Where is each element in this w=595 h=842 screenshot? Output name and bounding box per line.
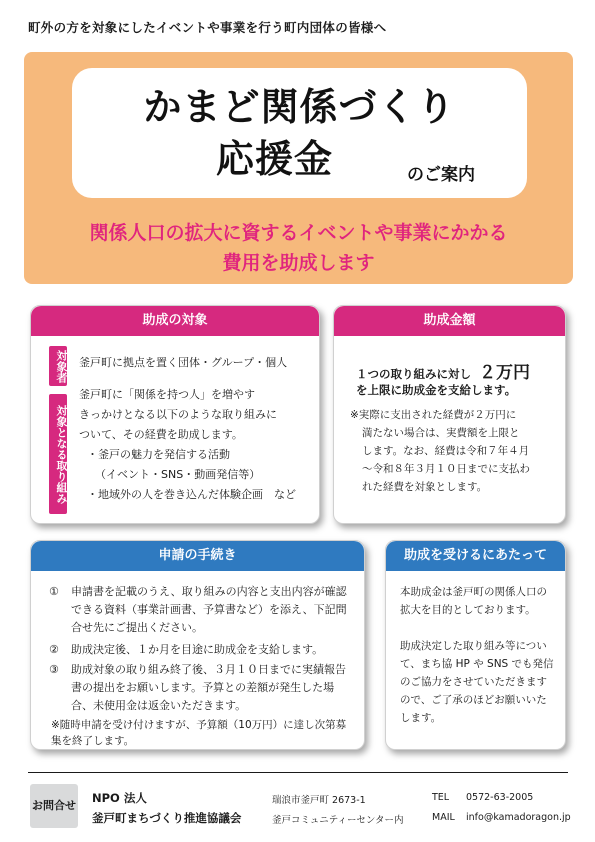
amount-note-line: れた経費を対象とします。 — [362, 481, 488, 493]
conditions-card — [385, 540, 566, 750]
subtitle-line2: 費用を助成します — [222, 252, 375, 274]
step-text: 助成決定後、１か月を目途に助成金を支給します。 — [71, 643, 324, 656]
target-bullet-1: ・釜戸の魅力を発信する活動 — [87, 448, 230, 461]
amount-note — [350, 406, 555, 496]
apply-step — [49, 641, 354, 659]
target-who: 釜戸町に拠点を置く団体・グループ・個人 — [79, 356, 288, 369]
step-number: ① — [49, 585, 59, 598]
amount-note-line: します。なお、経費は令和７年４月 — [362, 445, 530, 457]
apply-card-heading: 申請の手続き — [31, 541, 364, 571]
amount-line2: を上限に助成金を支給します。 — [356, 383, 517, 397]
amount-card-heading: 助成金額 — [334, 306, 565, 336]
target-card-heading: 助成の対象 — [31, 306, 319, 336]
tel-label: TEL — [432, 792, 450, 803]
apply-card — [30, 540, 365, 750]
org-name: 釜戸町まちづくり推進協議会 — [92, 811, 242, 825]
step-number: ③ — [49, 663, 59, 676]
address: 瑞浪市釜戸町 2673-1 — [272, 795, 366, 806]
amount-line1-prefix: １つの取り組みに対し — [356, 367, 471, 381]
amount-line1 — [356, 358, 530, 383]
apply-step — [49, 661, 354, 715]
page-title-line2: 応援金 — [215, 137, 333, 181]
hero-banner — [24, 52, 573, 284]
amount-note-line: 〜令和８年３月１０日までに支払わ — [362, 463, 530, 475]
tel-number: 0572-63-2005 — [466, 792, 534, 803]
amount-note-line: ※実際に支出された経費が２万円に — [350, 409, 517, 421]
apply-footnote: ※随時申請を受け付けますが、予算額（10万円）に達し次第募集を終了します。 — [51, 719, 347, 747]
subtitle-line1: 関係人口の拡大に資するイベントや事業にかかる — [89, 222, 508, 244]
mail-label: MAIL — [432, 812, 455, 823]
audience-note: 町外の方を対象にしたイベントや事業を行う町内団体の皆様へ — [28, 20, 387, 35]
page-title-suffix: のご案内 — [407, 165, 475, 185]
page-title-line1: かまど関係づくり — [143, 85, 456, 129]
step-text: 申請書を記載のうえ、取り組みの内容と支出内容が確認できる資料（事業計画書、予算書など）を添え、下記問合せ先にご提出ください。 — [71, 585, 347, 634]
org-type: NPO 法人 — [92, 791, 147, 805]
conditions-text — [400, 583, 555, 727]
title-box — [72, 68, 527, 198]
amount-value: ２万円 — [479, 363, 530, 383]
apply-step — [49, 583, 354, 637]
target-bullet-2: （イベント・SNS・動画発信等） — [95, 468, 261, 481]
conditions-para1: 本助成金は釜戸町の関係人口の拡大を目的としております。 — [400, 586, 547, 616]
hero-subtitle — [24, 218, 573, 278]
contact-badge: お問合せ — [30, 784, 78, 828]
amount-card — [333, 305, 566, 524]
target-bullet-3: ・地域外の人を巻き込んだ体験企画 など — [87, 488, 296, 501]
step-text: 助成対象の取り組み終了後、３月１０日までに実績報告書の提出をお願いします。予算との差額が発生した場合、未使用金は返金いただきます。 — [71, 663, 346, 712]
target-desc-1: 釜戸町に「関係を持つ人」を増やす — [79, 388, 255, 401]
conditions-para2: 助成決定した取り組み等について、まち協 HP や SNS でも発信のご協力をさせていただきますので、ご了承のほどお願いいたします。 — [400, 640, 554, 724]
target-card — [30, 305, 320, 524]
amount-note-line: 満たない場合は、実費額を上限と — [362, 427, 520, 439]
target-who-tag: 対象者 — [49, 346, 67, 386]
conditions-card-heading: 助成を受けるにあたって — [386, 541, 565, 571]
mail-address[interactable]: info@kamadoragon.jp — [466, 812, 571, 823]
target-desc-2: きっかけとなる以下のような取り組みに — [79, 408, 277, 421]
step-number: ② — [49, 643, 59, 656]
target-desc-3: ついて、その経費を助成します。 — [79, 428, 243, 441]
address-center: 釜戸コミュニティーセンター内 — [272, 815, 404, 826]
target-activity-tag: 対象となる取り組み — [49, 394, 67, 514]
footer-divider — [28, 772, 568, 773]
